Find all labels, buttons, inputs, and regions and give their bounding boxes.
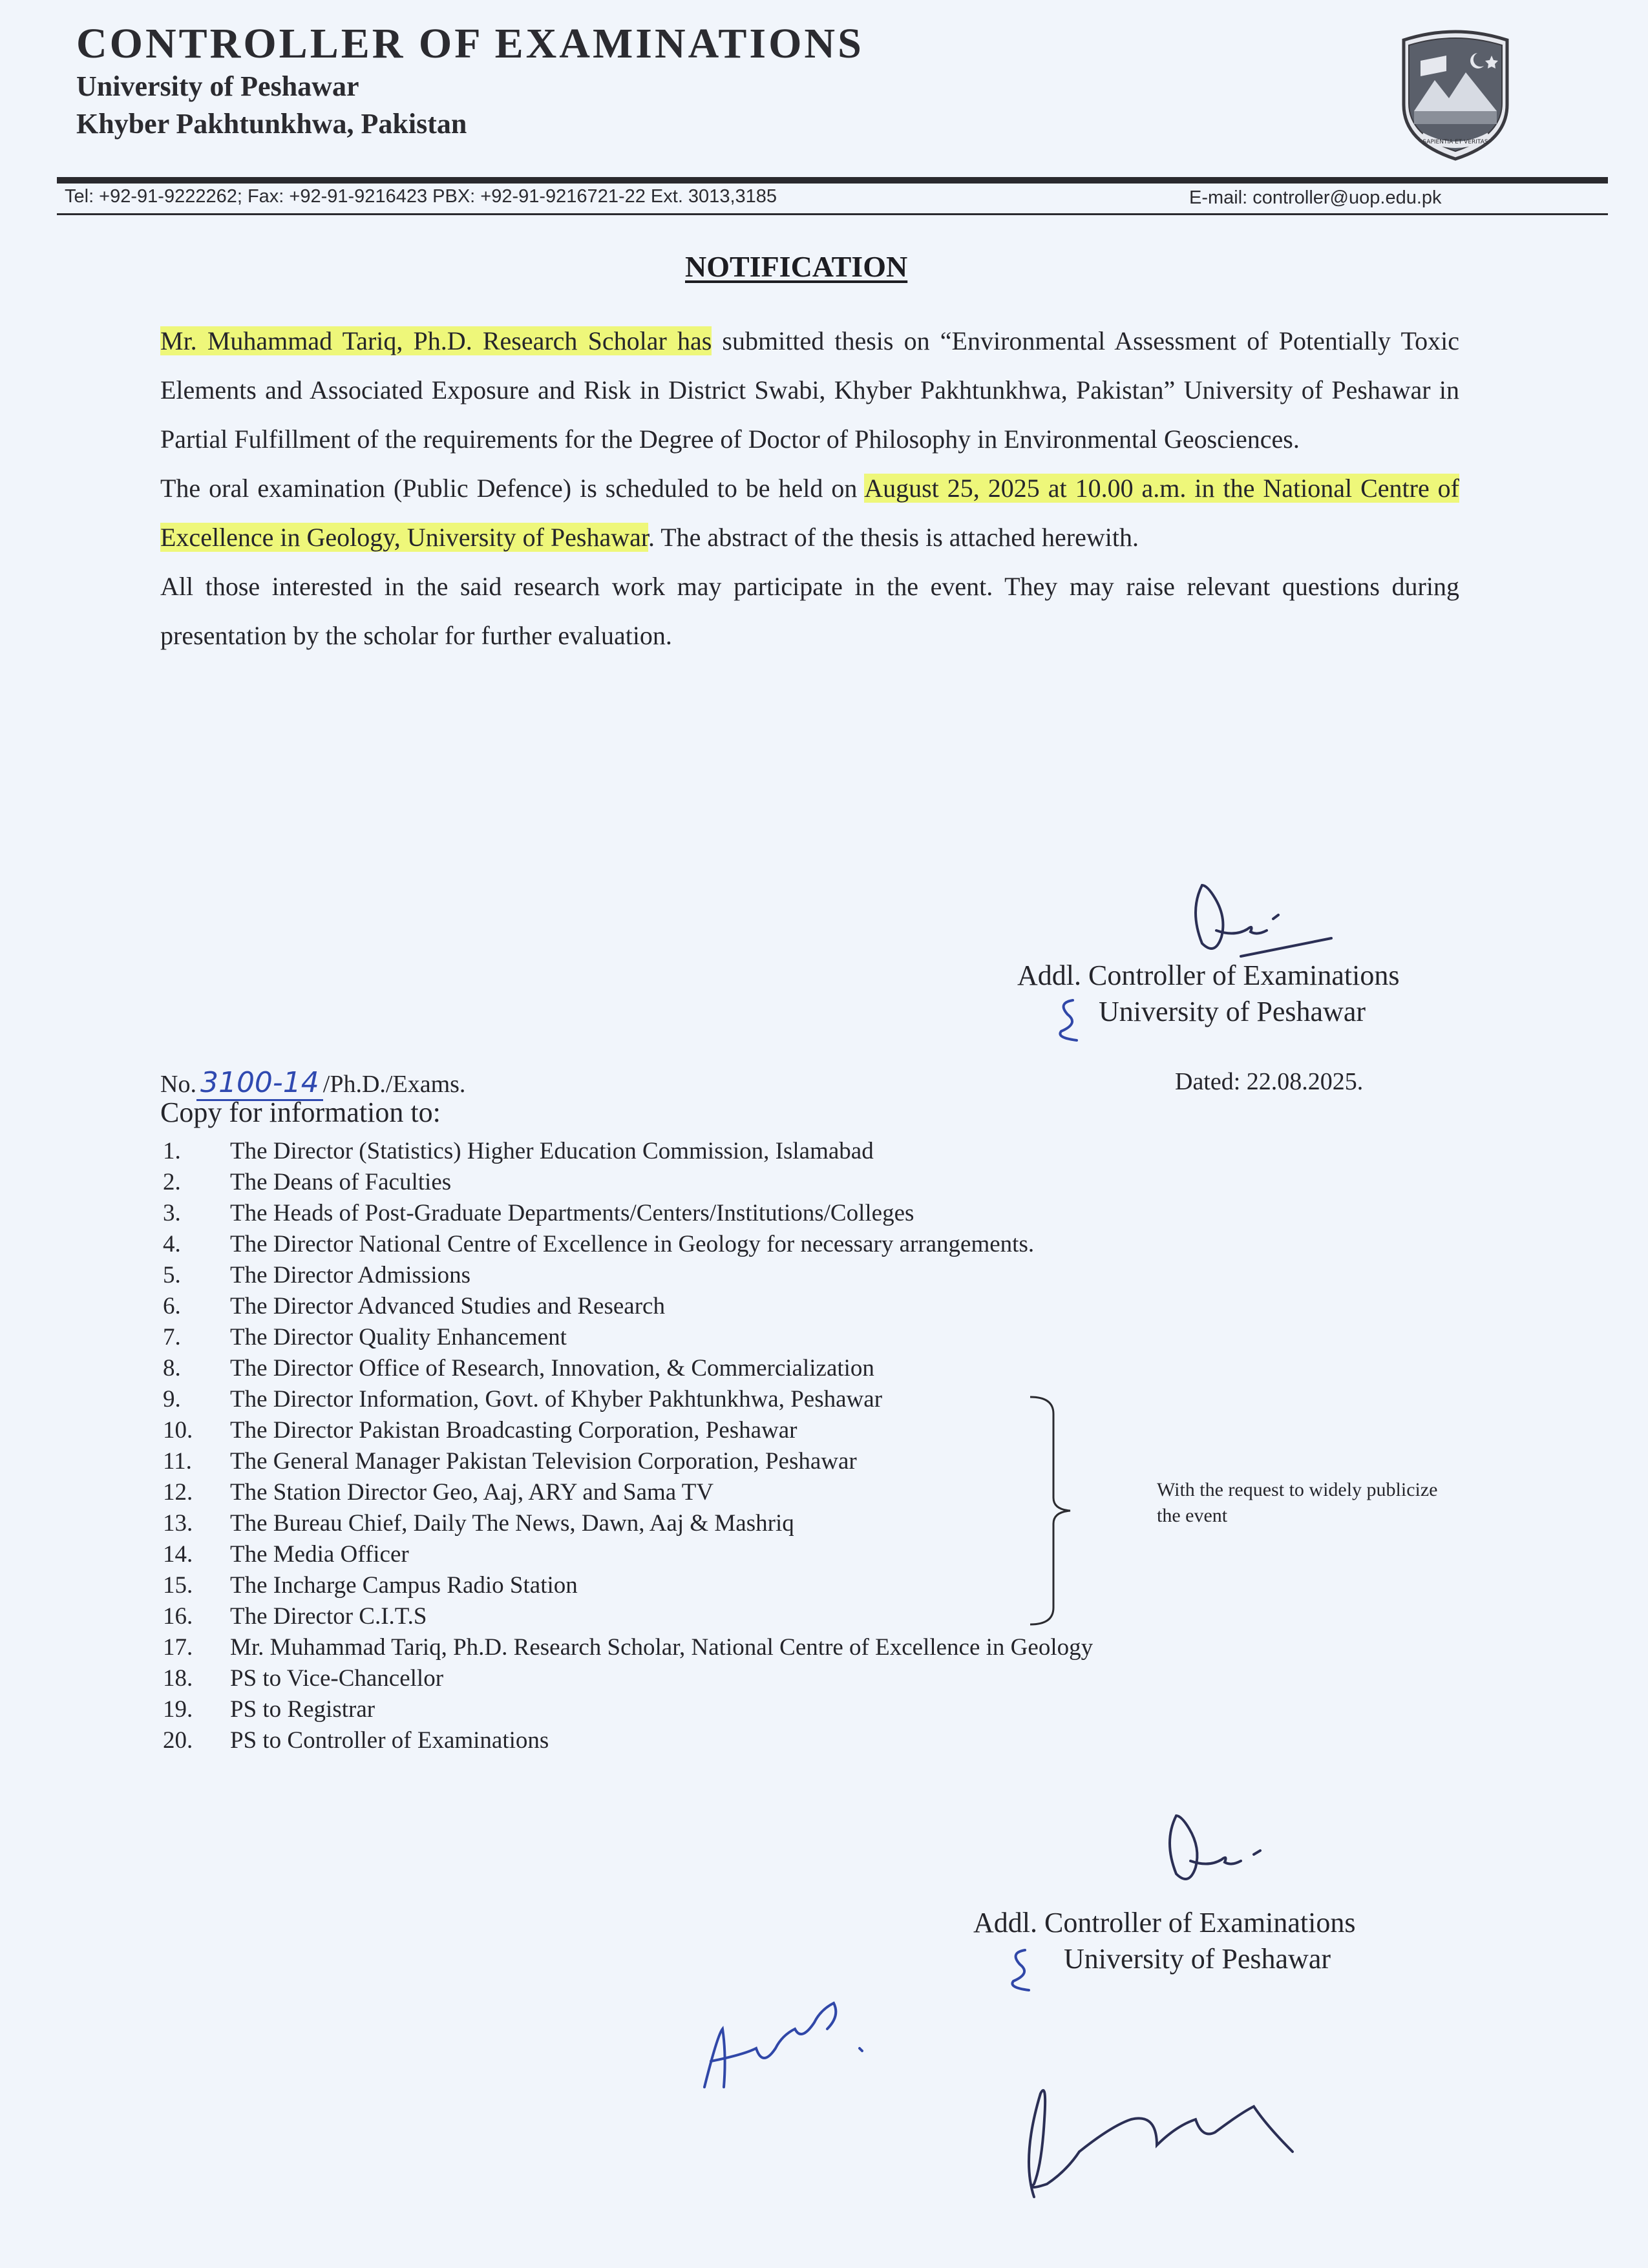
recipient-number: 8. (163, 1355, 181, 1381)
recipient-number: 14. (163, 1541, 193, 1568)
body-p2-end: . The abstract of the thesis is attached herewith. (648, 523, 1139, 552)
recipient-text: The Heads of Post-Graduate Departments/Centers/Institutions/Colleges (230, 1200, 914, 1226)
university-crest-icon (1395, 27, 1516, 163)
letterhead-contact: Tel: +92-91-9222262; Fax: +92-91-9216423 PBX: +92-91-9216721-22 Ext. 3013,3185 (65, 186, 777, 207)
reference-suffix: /Ph.D./Exams. (322, 1071, 466, 1098)
recipient-text: The Director Admissions (230, 1262, 471, 1288)
recipient-text: PS to Registrar (230, 1696, 375, 1723)
recipient-text: The Director Quality Enhancement (230, 1324, 567, 1350)
notification-heading: NOTIFICATION (685, 250, 908, 283)
recipient-number: 13. (163, 1510, 193, 1537)
signature-bottom-line1: Addl. Controller of Examinations (973, 1907, 1356, 1938)
recipient-number: 19. (163, 1696, 193, 1723)
recipient-number: 3. (163, 1200, 181, 1226)
dated-line: Dated: 22.08.2025. (1175, 1068, 1364, 1095)
body-paragraph-1 (160, 317, 1459, 464)
recipient-number: 16. (163, 1603, 193, 1630)
recipient-text: The Bureau Chief, Daily The News, Dawn, Aaj & Mashriq (230, 1510, 794, 1537)
highlight-scholar: Mr. Muhammad Tariq, Ph.D. Research Scholar has (160, 326, 712, 355)
recipient-number: 1. (163, 1138, 181, 1164)
recipient-number: 7. (163, 1324, 181, 1350)
recipient-number: 12. (163, 1479, 193, 1506)
recipient-number: 10. (163, 1417, 193, 1444)
recipient-text: The Director C.I.T.S (230, 1603, 427, 1630)
signature-top-line1: Addl. Controller of Examinations (1017, 960, 1400, 991)
recipient-number: 4. (163, 1231, 181, 1257)
recipient-number: 2. (163, 1169, 181, 1195)
recipient-text: Mr. Muhammad Tariq, Ph.D. Research Scholar, National Centre of Excellence in Geology (230, 1634, 1093, 1661)
recipient-text: The Director (Statistics) Higher Education Commission, Islamabad (230, 1138, 874, 1164)
recipient-text: The Director Advanced Studies and Research (230, 1293, 665, 1319)
recipient-number: 5. (163, 1262, 181, 1288)
reference-prefix: No. (160, 1071, 196, 1098)
recipient-text: The Deans of Faculties (230, 1169, 452, 1195)
brace-note: With the request to widely publicize the event (1157, 1479, 1438, 1526)
notification-body (160, 317, 1459, 660)
letterhead-rule-thin (57, 213, 1608, 215)
letterhead-email: E-mail: controller@uop.edu.pk (1189, 187, 1442, 208)
handwritten-reference: 3100-14 (196, 1066, 323, 1101)
recipient-text: The Incharge Campus Radio Station (230, 1572, 578, 1599)
body-paragraph-2 (160, 464, 1459, 562)
signature-bottom-line2: University of Peshawar (1064, 1943, 1331, 1975)
recipient-text: The Station Director Geo, Aaj, ARY and Sama TV (230, 1479, 714, 1506)
recipient-number: 18. (163, 1665, 193, 1692)
body-paragraph-3: All those interested in the said research work may participate in the event. They may raise relevant questions during presentation by the scholar for further evaluation. (160, 572, 1459, 650)
recipient-number: 20. (163, 1727, 193, 1754)
letterhead-rule-thick (57, 177, 1608, 184)
recipient-text: The General Manager Pakistan Television Corporation, Peshawar (230, 1448, 857, 1475)
black-signature-icon (1008, 2055, 1318, 2210)
letterhead-university: University of Peshawar (76, 70, 359, 102)
bracket-brace-icon (1028, 1394, 1073, 1627)
initial-mark-bottom-icon (1006, 1945, 1038, 1997)
body-p2-start: The oral examination (Public Defence) is scheduled to be held on (160, 474, 865, 503)
recipient-text: The Director Pakistan Broadcasting Corporation, Peshawar (230, 1417, 798, 1444)
letterhead-title: CONTROLLER OF EXAMINATIONS (76, 20, 864, 67)
initial-mark-top-icon (1053, 995, 1086, 1047)
recipient-number: 9. (163, 1386, 181, 1412)
blue-initials-icon (698, 1958, 892, 2100)
recipient-text: The Director Office of Research, Innovation, & Commercialization (230, 1355, 874, 1381)
signature-top-line2: University of Peshawar (1099, 996, 1366, 1027)
body-p1-text: submitted thesis on “Environmental Assessment of Potentially Toxic Elements and Associated Exposure and Risk in District Swabi, Khyber Pakhtunkhwa, Pakistan” University of Peshawar in Partial Fulfillment of the requirements for the Degree of Doctor of Philosophy in Environmental Geosciences. (160, 326, 1459, 454)
recipient-text: PS to Vice-Chancellor (230, 1665, 444, 1692)
logo-motto: SAPIENTIA ET VERITAS (1422, 139, 1488, 145)
recipient-text: The Director Information, Govt. of Khyber Pakhtunkhwa, Peshawar (230, 1386, 883, 1412)
letterhead-province: Khyber Pakhtunkhwa, Pakistan (76, 108, 467, 140)
recipient-text: The Director National Centre of Excellence in Geology for necessary arrangements. (230, 1231, 1035, 1257)
signature-bottom-icon (1150, 1790, 1305, 1900)
recipient-text: The Media Officer (230, 1541, 409, 1568)
recipient-text: PS to Controller of Examinations (230, 1727, 549, 1754)
copy-heading: Copy for information to: (160, 1097, 441, 1128)
signature-top-icon (1176, 859, 1344, 969)
recipient-number: 17. (163, 1634, 193, 1661)
highlight-schedule: August 25, 2025 at 10.00 a.m. in the National Centre of Excellence in Geology, University of Peshawar (160, 474, 1460, 552)
recipient-number: 11. (163, 1448, 192, 1475)
recipient-number: 15. (163, 1572, 193, 1599)
recipient-number: 6. (163, 1293, 181, 1319)
